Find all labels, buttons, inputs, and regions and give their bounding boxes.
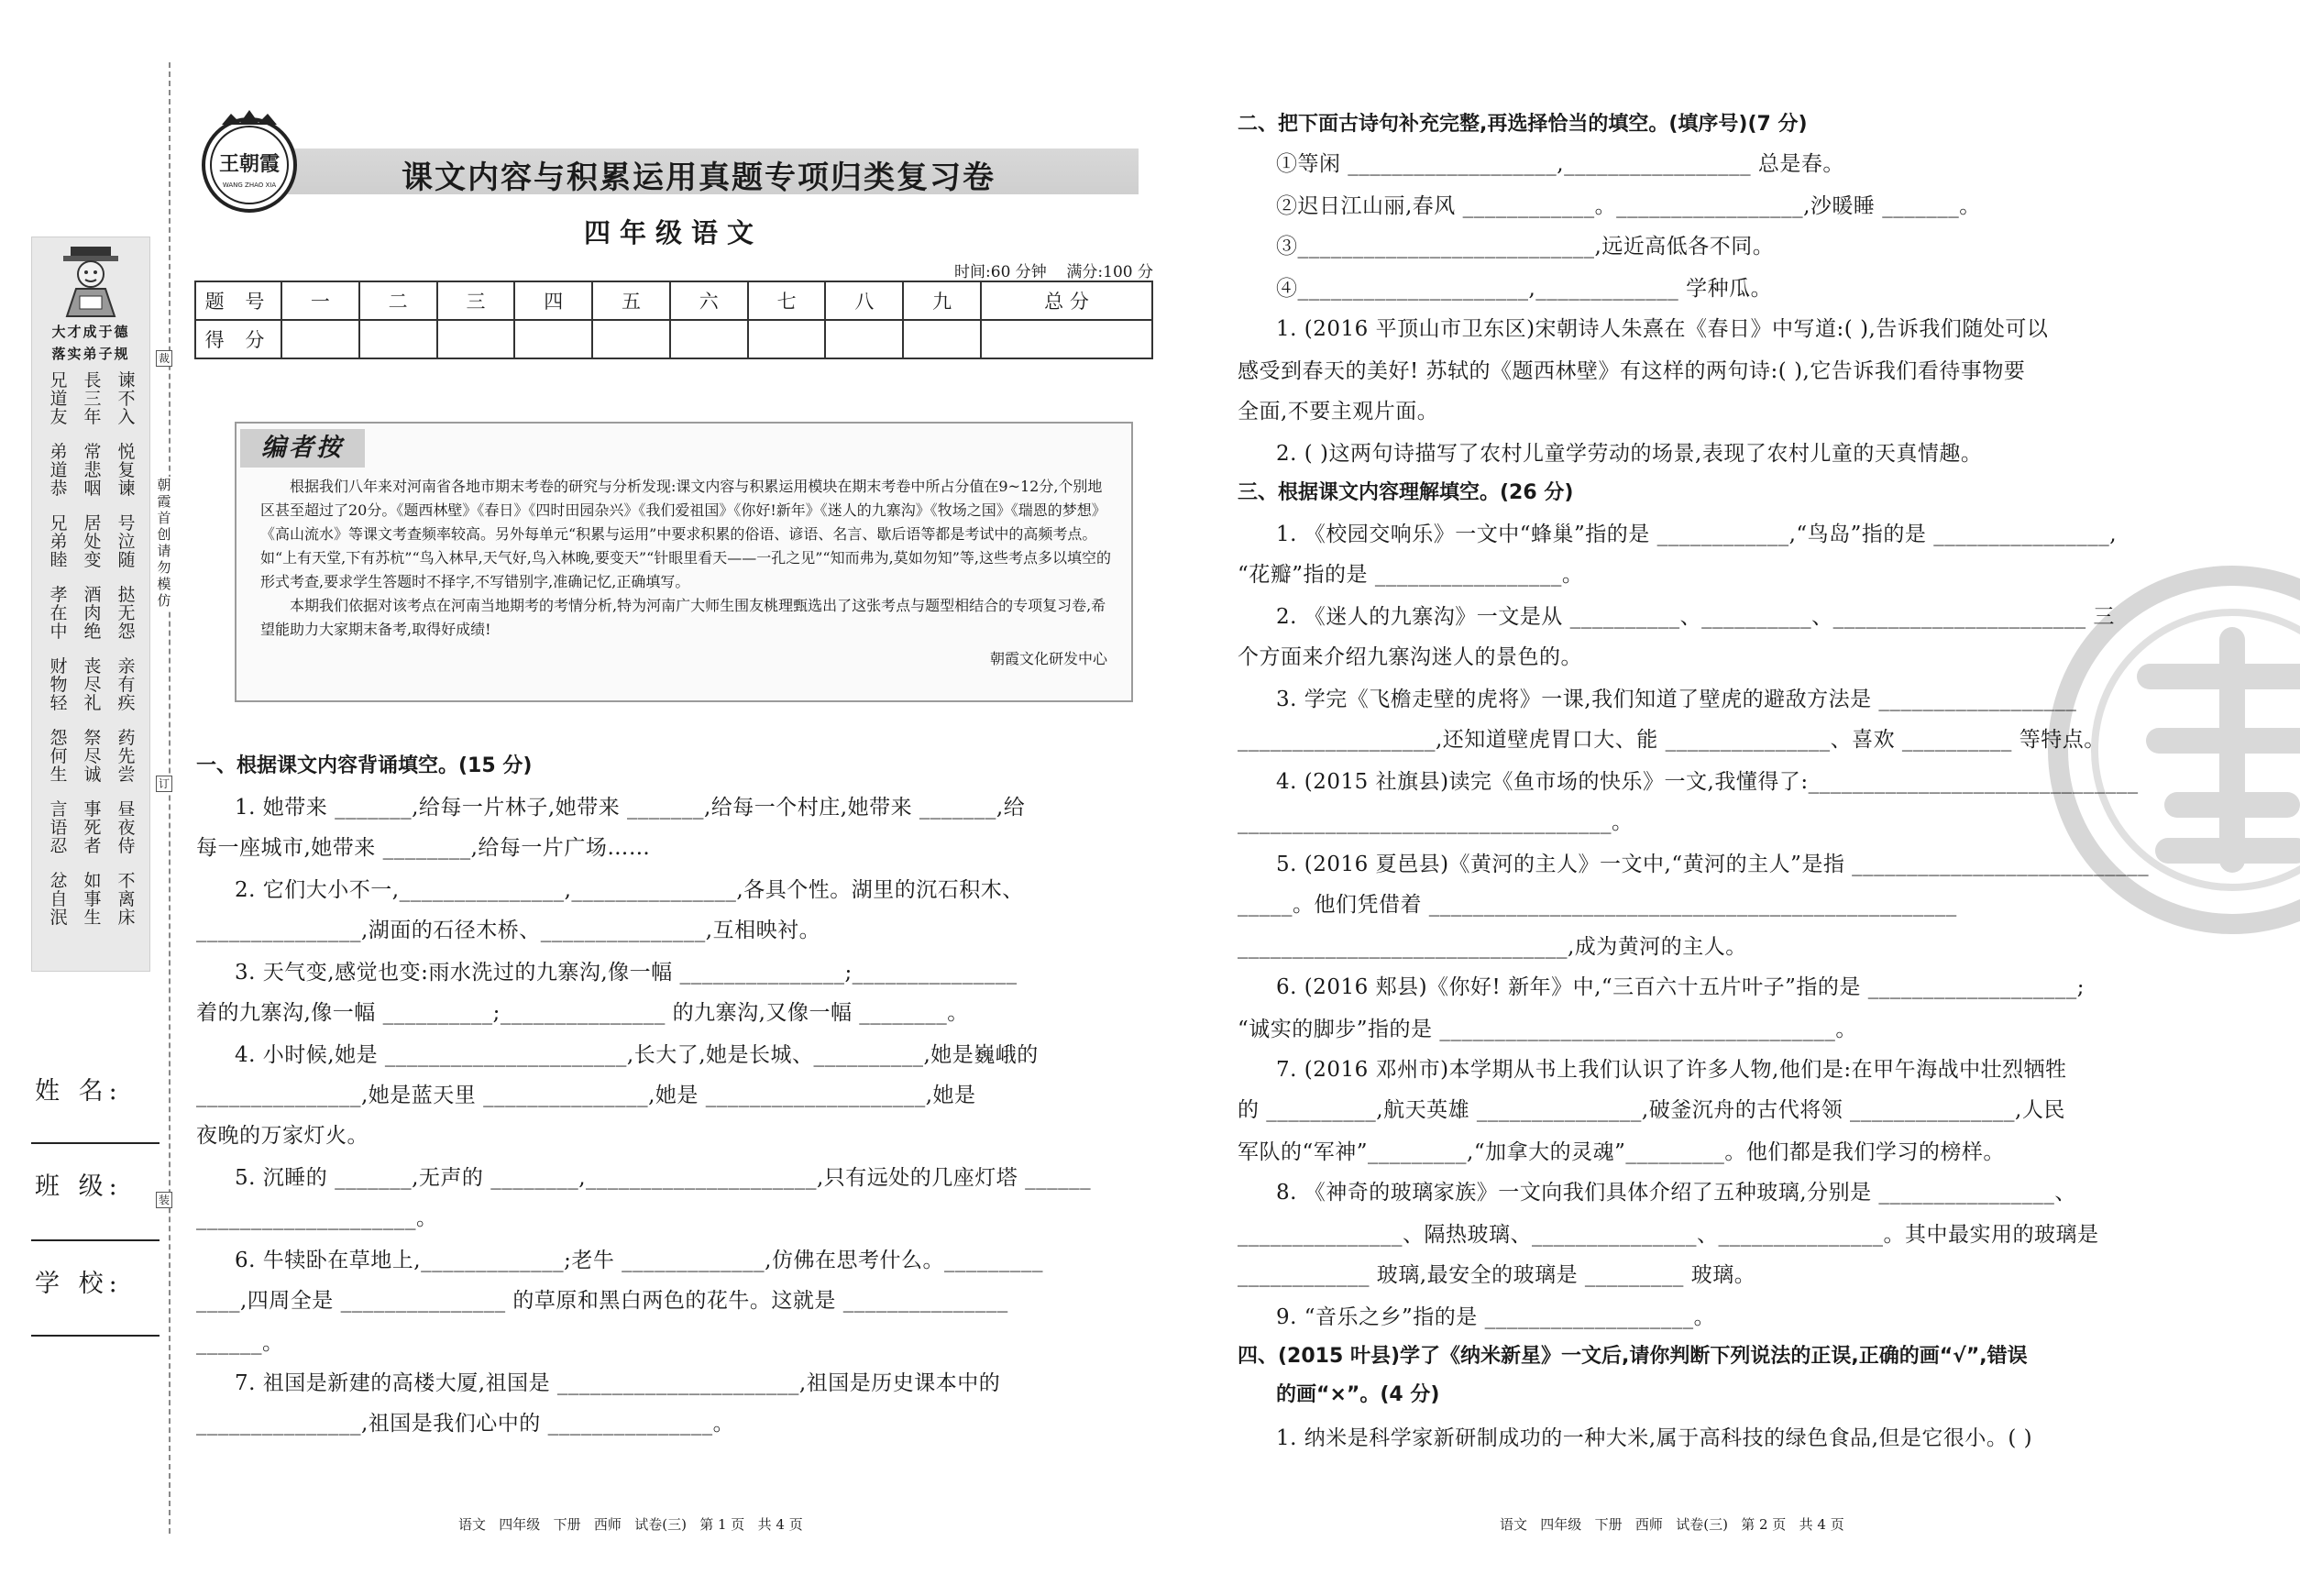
score-cell[interactable] [437,320,515,358]
proverb-item [47,514,138,578]
question-line[interactable]: 每一座城市,她带来 ________,给每一片广场…… [196,836,651,860]
section-4-heading: 四、(2015 叶县)学了《纳米新星》一文后,请你判断下列说法的正误,正确的画“√”,错误 [1238,1345,2028,1368]
question-line[interactable]: _______________,湖面的石径木桥、_______________,互相映衬。 [196,919,821,942]
fold-copyright-text: 朝霞首创 请勿模仿 [154,477,174,609]
score-col-header: 四 [514,281,592,320]
score-cell[interactable] [359,320,437,358]
section-4-heading-cont: 的画“×”。(4 分) [1276,1383,1440,1406]
question-line[interactable]: ①等闲 ___________________,_________________ 总是春。 [1276,152,1844,176]
editor-note-label: 编者按 [240,429,365,468]
proverb-column: 弟道恭 [50,442,68,499]
proverb-column: 财物轻 [50,656,68,713]
student-class-label: 班 级: [35,1172,123,1201]
question-line[interactable]: 3. 天气变,感觉也变:雨水洗过的九寨沟,像一幅 _______________;_______________ [235,961,1018,985]
exam-time-info: 时间:60 分钟 满分:100 分 [954,263,1153,281]
proverb-column: 怨何生 [50,728,68,785]
page-footer-left: 语文 四年级 下册 西师 试卷(三) 第 1 页 共 4 页 [458,1516,803,1533]
question-line[interactable]: 2. ( )这两句诗描写了农村儿童学劳动的场景,表现了农村儿童的天真情趣。 [1276,442,1983,466]
question-line[interactable]: __________________,还知道壁虎胃口大、能 _______________、喜欢 __________ 等特点。 [1238,728,2106,752]
proverb-column: 兄道友 [50,370,68,427]
section-1-heading: 一、根据课文内容背诵填空。(15 分) [196,754,533,777]
question-line[interactable]: __________________________________。 [1238,810,1634,834]
question-line[interactable]: ____,四周全是 _______________ 的草原和黑白两色的花牛。这就是 _______________ [196,1289,1008,1313]
motto-line-2: 落实弟子规 [51,346,130,362]
proverb-column: 孝在中 [50,585,68,642]
question-line[interactable]: ____________ 玻璃,最安全的玻璃是 _________ 玻璃。 [1238,1263,1756,1287]
question-line: 个方面来介绍九寨沟迷人的景色的。 [1238,645,1582,669]
score-table-header-row [195,281,1152,320]
score-table [194,281,1153,359]
sidebar-proverbs-panel [31,237,150,972]
question-line[interactable]: ____________________。 [196,1206,438,1230]
proverb-item [47,586,138,650]
score-table-score-row [195,320,1152,358]
section-2-heading: 二、把下面古诗句补充完整,再选择恰当的填空。(填序号)(7 分) [1238,113,1808,136]
page-title: 课文内容与积累运用真题专项归类复习卷 [402,160,996,196]
question-line[interactable]: _____。他们凭借着 ________________________________________________ [1238,893,1957,917]
score-col-header: 总 分 [981,281,1152,320]
proverb-column: 祭尽诚 [83,728,102,785]
question-line[interactable]: _______________,祖国是我们心中的 _______________。 [196,1412,735,1436]
question-line: 夜晚的万家灯火。 [196,1124,369,1148]
question-line[interactable]: ③___________________________,远近高低各不同。 [1276,235,1775,259]
question-line[interactable]: ④_____________________,_____________ 学种瓜。 [1276,277,1773,301]
score-col-header: 九 [903,281,981,320]
question-line[interactable]: 1. 她带来 _______,给每一片林子,她带来 _______,给每一个村庄,她带来 _______,给 [235,796,1026,820]
question-line[interactable]: “诚实的脚步”指的是 ____________________________________。 [1238,1018,1857,1041]
score-cell[interactable] [981,320,1152,358]
score-table-label: 得 分 [195,320,281,358]
question-line[interactable]: 4. 小时候,她是 ______________________,长大了,她是长城、__________,她是巍峨的 [235,1043,1039,1067]
question-line[interactable]: 6. 牛犊卧在草地上,_____________;老牛 _____________,仿佛在思考什么。_________ [235,1249,1043,1272]
student-name-label: 姓 名: [35,1077,123,1106]
logo-subtext: WANG ZHAO XIA [222,182,277,189]
proverb-item [47,657,138,721]
binding-fold-line [169,62,171,1534]
question-line[interactable]: “花瓣”指的是 _________________。 [1238,563,1584,587]
score-cell[interactable] [281,320,359,358]
proverb-column: 事死者 [83,799,102,856]
question-line: 7. (2016 邓州市)本学期从书上我们认识了许多人物,他们是:在甲午海战中壮烈牺牲 [1276,1058,2067,1082]
score-cell[interactable] [514,320,592,358]
proverb-item [47,800,138,864]
question-line[interactable]: 6. (2016 郏县)《你好! 新年》中,“三百六十五片叶子”指的是 ___________________; [1276,975,2085,999]
proverb-column: 言语忍 [50,799,68,856]
proverb-column: 如事生 [83,871,102,928]
question-line[interactable]: 3. 学完《飞檐走壁的虎将》一课,我们知道了壁虎的避敌方法是 __________________ [1276,688,2077,711]
scholar-mascot-icon [54,243,127,320]
proverb-column: 長三年 [83,370,102,427]
question-line[interactable]: ②迟日江山丽,春风 ____________。_________________,沙暖睡 _______。 [1276,194,1981,218]
score-col-header: 六 [670,281,748,320]
question-line[interactable]: 7. 祖国是新建的高楼大厦,祖国是 ______________________,祖国是历史课本中的 [235,1371,1001,1395]
question-line[interactable]: 2. 《迷人的九寨沟》一文是从 __________、__________、_______________________ 三 [1276,605,2115,629]
fold-mark-order: 订 [156,776,172,792]
proverb-column: 谏不入 [117,370,136,427]
logo-text: 王朝霞 [218,152,281,176]
editor-note-paragraph: 根据我们八年来对河南省各地市期末考卷的研究与分析发现:课文内容与积累运用模块在期末考卷中所占分值在9~12分,个别地区甚至超过了20分。《题西林壁》《春日》《四时田园杂兴》《我们爱祖国》《你好!新年》《迷人的九寨沟》《牧场之国》《瑞恩的梦想》《高山流水》等课文考查频率较高。另外每单元“积累与运用”中要求积累的俗语、谚语、名言、歇后语等都是考试中的高频考点。如“上有天堂,下有苏杭”“鸟入林早,天气好,鸟入林晚,要变天”“针眼里看天——一孔之见”“知而弗为,莫如勿知”等,这些考点多以填空的形式考查,要求学生答题时不择字,不写错别字,准确记忆,正确填写。 [260,478,1111,590]
editor-note-signature: 朝霞文化研发中心 [989,650,1107,667]
proverb-column: 药先尝 [117,728,136,785]
question-line[interactable]: 5. 沉睡的 _______,无声的 ________,_____________________,只有远处的几座灯塔 ______ [235,1166,1092,1190]
score-cell[interactable] [825,320,903,358]
proverb-item [47,443,138,507]
proverb-column: 丧尽礼 [83,656,102,713]
proverb-column: 挞无怨 [117,585,136,642]
student-name-field[interactable] [31,1142,160,1144]
page-subtitle: 四年级语文 [583,217,763,248]
question-line[interactable]: _______________,她是蓝天里 _______________,她是 ____________________,她是 [196,1084,976,1107]
fold-mark-cut: 裁 [156,350,172,367]
score-cell[interactable] [903,320,981,358]
score-cell[interactable] [748,320,826,358]
proverb-column: 号泣随 [117,513,136,570]
proverb-item [47,872,138,936]
proverb-item [47,371,138,435]
proverb-column: 居处变 [83,513,102,570]
proverb-column: 忿自泯 [50,871,68,928]
score-col-header: 三 [437,281,515,320]
judgement-question[interactable]: 1. 纳米是科学家新研制成功的一种大米,属于高科技的绿色食品,但是它很小。( ) [1276,1426,2033,1450]
question-line[interactable]: 的 __________,航天英雄 _______________,破釜沉舟的古代将领 _______________,人民 [1238,1098,2065,1122]
proverb-column: 酒肉绝 [83,585,102,642]
student-class-field[interactable] [31,1239,160,1241]
question-line[interactable]: ______________________________,成为黄河的主人。 [1238,935,1747,959]
question-line[interactable]: 9. “音乐之乡”指的是 ___________________。 [1276,1305,1716,1329]
score-table-label: 题 号 [195,281,281,320]
proverb-column: 兄弟睦 [50,513,68,570]
student-school-label: 学 校: [35,1270,123,1298]
proverb-column: 亲有疾 [117,656,136,713]
question-line[interactable]: ______。 [196,1331,284,1355]
proverb-column: 不离床 [117,871,136,928]
question-line: 全面,不要主观片面。 [1238,400,1439,424]
section-3-heading: 三、根据课文内容理解填空。(26 分) [1238,481,1574,504]
question-line[interactable]: 着的九寨沟,像一幅 __________;_______________ 的九寨沟,又像一幅 ________。 [196,1001,969,1025]
editor-note-body [260,475,1111,668]
proverb-column: 悦复谏 [117,442,136,499]
question-line[interactable]: 1. (2016 平顶山市卫东区)宋朝诗人朱熹在《春日》中写道:( ),告诉我们随处可以 [1276,317,2049,341]
score-col-header: 八 [825,281,903,320]
score-col-header: 一 [281,281,359,320]
proverb-column: 昼夜侍 [117,799,136,856]
question-line[interactable]: _______________、隔热玻璃、_______________、_______________。其中最实用的玻璃是 [1238,1223,2099,1247]
score-col-header: 七 [748,281,826,320]
score-cell[interactable] [670,320,748,358]
proverb-column: 常悲咽 [83,442,102,499]
question-line[interactable]: 5. (2016 夏邑县)《黄河的主人》一文中,“黄河的主人”是指 ___________________________ [1276,853,2150,876]
question-line[interactable]: 2. 它们大小不一,_______________,_______________,各具个性。湖里的沉石积木、 [235,878,1024,902]
fold-mark-bind: 装 [156,1192,172,1208]
question-line[interactable]: 军队的“军神”_________,“加拿大的灵魂”_________。他们都是我们学习的榜样。 [1238,1140,2005,1164]
question-line[interactable]: 1. 《校园交响乐》一文中“蜂巢”指的是 ____________,“鸟岛”指的是 ________________, [1276,523,2118,546]
student-school-field[interactable] [31,1335,160,1337]
question-line[interactable]: 4. (2015 社旗县)读完《鱼市场的快乐》一文,我懂得了:______________________________ [1276,770,2139,794]
page-footer-right: 语文 四年级 下册 西师 试卷(三) 第 2 页 共 4 页 [1500,1516,1844,1533]
editor-note-paragraph: 本期我们依据对该考点在河南当地期考的考情分析,特为河南广大师生围友桃理甄选出了这张考点与题型相结合的专项复习卷,希望能助力大家期末备考,取得好成绩! [260,597,1106,638]
score-cell[interactable] [592,320,670,358]
proverb-item [47,729,138,793]
motto-line-1: 大才成于德 [51,324,130,340]
editor-note-box [235,422,1133,702]
score-col-header: 二 [359,281,437,320]
score-col-header: 五 [592,281,670,320]
question-line[interactable]: 8. 《神奇的玻璃家族》一文向我们具体介绍了五种玻璃,分别是 ________________、 [1276,1181,2076,1205]
question-line[interactable]: 感受到春天的美好! 苏轼的《题西林壁》有这样的两句诗:( ),它告诉我们看待事物要 [1238,359,2026,383]
